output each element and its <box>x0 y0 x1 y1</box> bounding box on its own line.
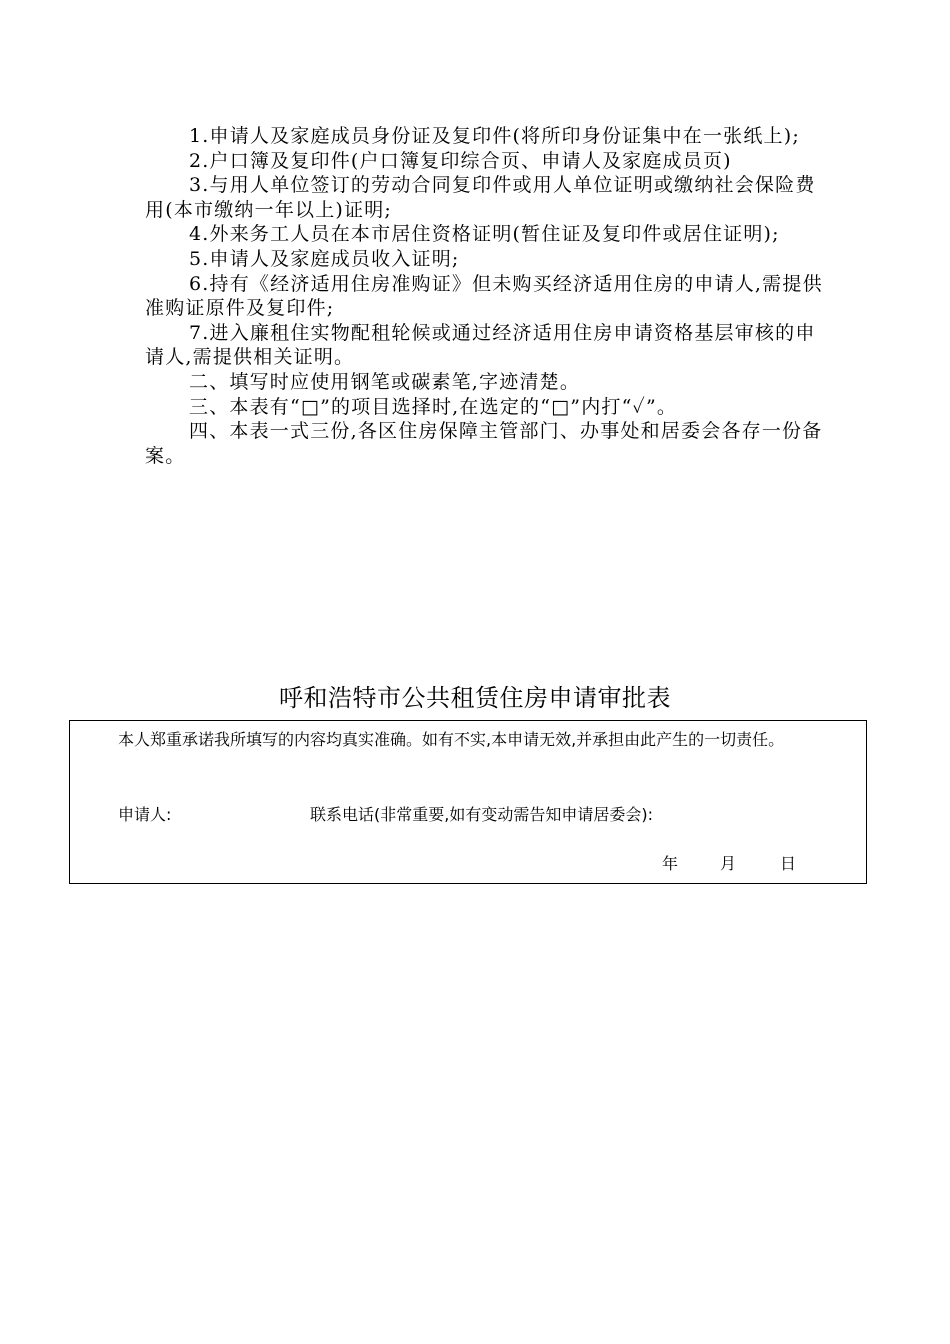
date-month-label: 月 <box>720 854 737 873</box>
note-item: 1.申请人及家庭成员身份证及复印件(将所印身份证集中在一张纸上); <box>189 125 800 147</box>
date-day-label: 日 <box>780 854 797 873</box>
pledge-text: 本人郑重承诺我所填写的内容均真实准确。如有不实,本申请无效,并承担由此产生的一切责任。 <box>118 730 785 749</box>
note-item: 5.申请人及家庭成员收入证明; <box>189 247 460 270</box>
form-title: 呼和浩特市公共租赁住房申请审批表 <box>279 684 671 712</box>
note-item: 7.进入廉租住实物配租轮候或通过经济适用住房申请资格基层审核的申请人,需提供相关证明。 <box>145 321 816 369</box>
date-year-label: 年 <box>662 854 679 873</box>
note-item: 四、本表一式三份,各区住房保障主管部门、办事处和居委会各存一份备案。 <box>145 420 823 467</box>
note-item: 4.外来务工人员在本市居住资格证明(暂住证及复印件或居住证明); <box>189 223 780 246</box>
date-field <box>662 851 800 874</box>
note-item: 三、本表有“□”的项目选择时,在选定的“□”内打“✓”。 <box>189 395 678 418</box>
applicant-label: 申请人: <box>118 805 172 824</box>
note-item: 6.持有《经济适用住房准购证》但未购买经济适用住房的申请人,需提供准购证原件及复印件; <box>145 272 823 320</box>
note-item: 3.与用人单位签订的劳动合同复印件或用人单位证明或缴纳社会保险费用(本市缴纳一年以上)证明; <box>145 174 816 221</box>
note-item: 2.户口簿及复印件(户口簿复印综合页、申请人及家庭成员页) <box>189 149 732 172</box>
note-item: 二、填写时应使用钢笔或碳素笔,字迹清楚。 <box>189 370 581 393</box>
phone-label: 联系电话(非常重要,如有变动需告知申请居委会): <box>310 805 653 824</box>
requirements-notes <box>145 124 825 468</box>
pledge-box <box>69 720 867 884</box>
